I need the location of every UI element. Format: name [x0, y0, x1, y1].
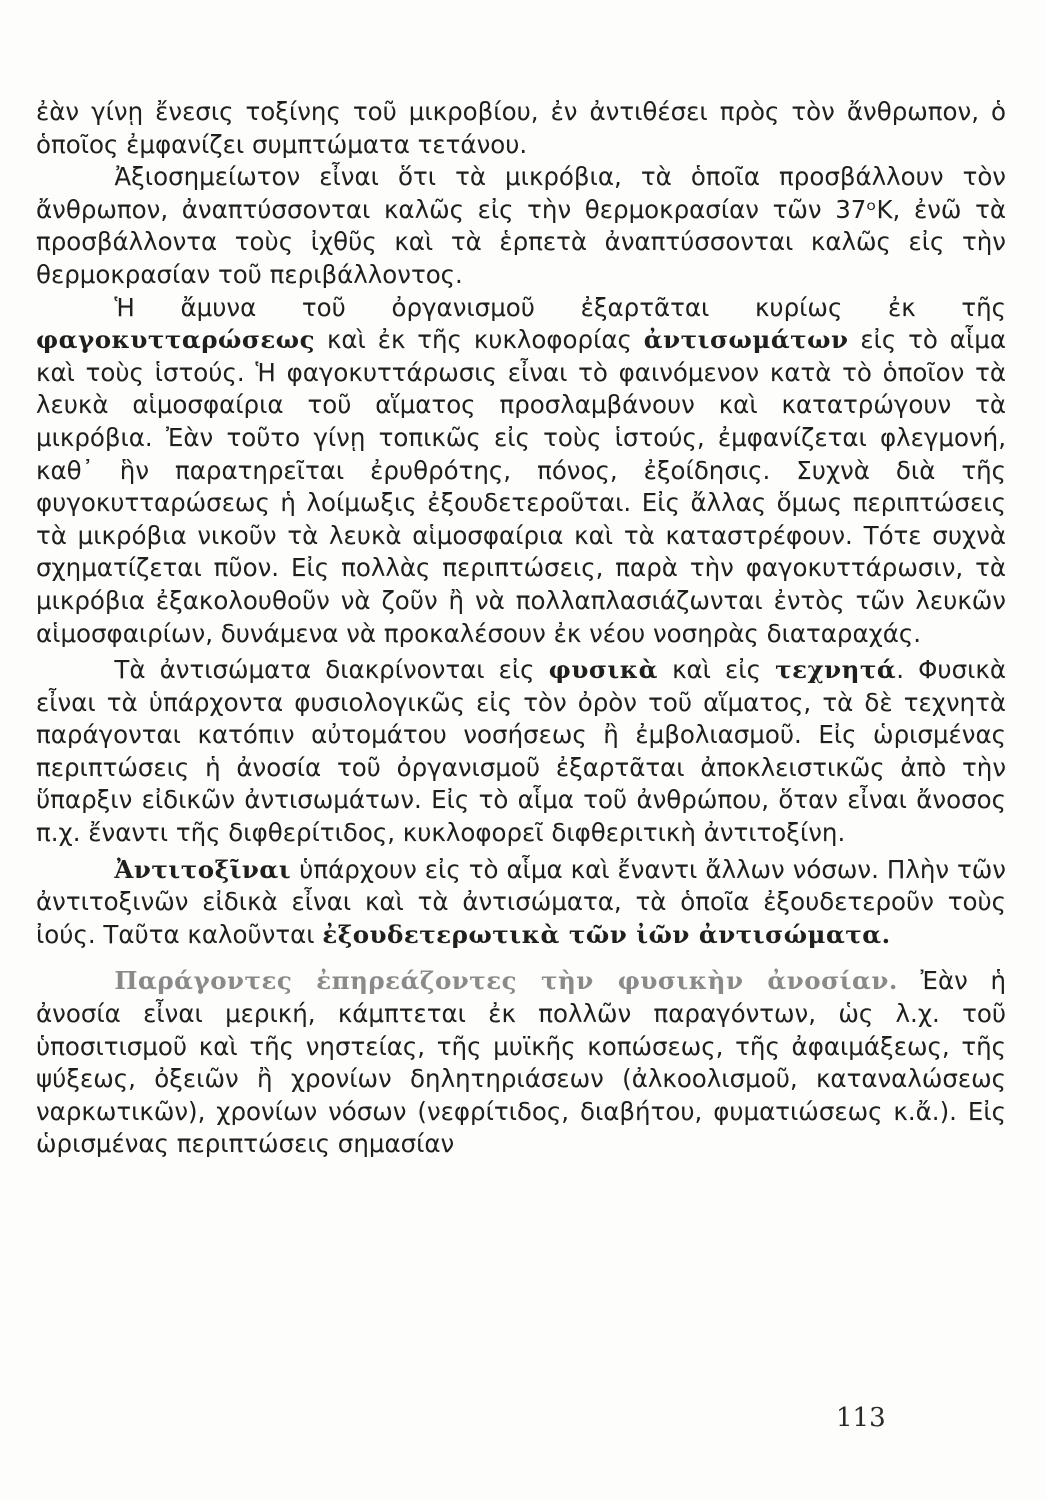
paragraph-6	[36, 965, 1006, 1161]
paragraph-2: Ἀξιοσημείωτον εἶναι ὅτι τὰ μικρόβια, τὰ ὁποῖα προσβάλλουν τὸν ἄνθρωπον, ἀναπτύσσονται καλῶς εἰς τὴν θερμοκρασίαν τῶν 37ᵒΚ, ἐνῶ τὰ προσβάλλοντα τοὺς ἰχθῦς καὶ τὰ ἑρπετὰ ἀναπτύσσονται καλῶς εἰς τὴν θερμοκρασίαν τοῦ περιβάλλοντος.	[36, 162, 1006, 289]
paragraph-3	[36, 292, 1006, 651]
p3-term-antibodies: ἀντισωμάτων	[643, 325, 849, 355]
paragraph-1: ἐὰν γίνῃ ἔνεσις τοξίνης τοῦ μικροβίου, ἐν ἀντιθέσει πρὸς τὸν ἄνθρωπον, ὁ ὁποῖος ἐμφανίζει συμπτώματα τετάνου.	[36, 97, 1006, 159]
p6-heading-factors: Παράγοντες ἐπηρεάζοντες τὴν φυσικὴν ἀνοσίαν.	[114, 966, 898, 996]
p3-text-2: καὶ ἐκ τῆς κυκλοφορίας	[315, 325, 644, 355]
p4-text-2: καὶ εἰς	[657, 655, 776, 685]
p4-text-1: Τὰ ἀντισώματα διακρίνονται εἰς	[114, 655, 549, 685]
p5-term-neutralizing: ἐξουδετερωτικὰ τῶν ἰῶν ἀντισώματα.	[322, 919, 891, 949]
p3-term-phagocytosis: φαγοκυτταρώσεως	[36, 325, 316, 355]
p5-term-antitoxins: Ἀντιτοξῖναι	[114, 854, 292, 884]
p3-text-1: Ἡ ἄμυνα τοῦ ὀργανισμοῦ ἐξαρτᾶται κυρίως ἐκ τῆς	[114, 292, 1006, 322]
p4-term-artificial: τεχνητά	[775, 655, 897, 685]
p4-term-natural: φυσικὰ	[548, 655, 658, 685]
page-number: 113	[836, 1403, 886, 1433]
p3-text-3: εἰς τὸ αἷμα καὶ τοὺς ἱστούς. Ἡ φαγοκυττάρωσις εἶναι τὸ φαινόμενον κατὰ τὸ ὁποῖον τὰ λευκὰ αἱμοσφαίρια τοῦ αἵματος προσλαμβάνουν καὶ κατατρώγουν τὰ μικρόβια. Ἐὰν τοῦτο γίνῃ τοπικῶς εἰς τοὺς ἱστούς, ἐμφανίζεται φλεγμονή, καθ᾽ ἣν παρατηρεῖται ἐρυθρότης, πόνος, ἐξοίδησις. Συχνὰ διὰ τῆς φυγοκυτταρώσεως ἡ λοίμωξις ἐξουδετεροῦται. Εἰς ἄλλας ὅμως περιπτώσεις τὰ μικρόβια νικοῦν τὰ λευκὰ αἱμοσφαίρια καὶ τὰ καταστρέφουν. Τότε συχνὰ σχηματίζεται πῦον. Εἰς πολλὰς περιπτώσεις, παρὰ τὴν φαγοκυττάρωσιν, τὰ μικρόβια ἐξακολουθοῦν νὰ ζοῦν ἢ νὰ πολλαπλασιάζωνται ἐντὸς τῶν λευκῶν αἱμοσφαιρίων, δυνάμενα νὰ προκαλέσουν ἐκ νέου νοσηρὰς διαταραχάς.	[36, 325, 1006, 648]
p6-text-1: Ἐὰν ἡ ἀνοσία εἶναι μερική, κάμπτεται ἐκ πολλῶν παραγόντων, ὡς λ.χ. τοῦ ὑποσιτισμοῦ καὶ τῆς νηστείας, τῆς μυϊκῆς κοπώσεως, τῆς ἀφαιμάξεως, τῆς ψύξεως, ὀξειῶν ἢ χρονίων δηλητηριάσεων (ἀλκοολισμοῦ, καταναλώσεως ναρκωτικῶν), χρονίων νόσων (νεφρίτιδος, διαβήτου, φυματιώσεως κ.ἄ.). Εἰς ὡρισμένας περιπτώσεις σημασίαν	[36, 966, 1006, 1159]
paragraph-4	[36, 654, 1006, 850]
p4-text-3: . Φυσικὰ εἶναι τὰ ὑπάρχοντα φυσιολογικῶς εἰς τὸν ὀρὸν τοῦ αἵματος, τὰ δὲ τεχνητὰ παράγονται κατόπιν αὐτομάτου νοσήσεως ἢ ἐμβολιασμοῦ. Εἰς ὡρισμένας περιπτώσεις ἡ ἀνοσία τοῦ ὀργανισμοῦ ἐξαρτᾶται ἀποκλειστικῶς ἀπὸ τὴν ὕπαρξιν εἰδικῶν ἀντισωμάτων. Εἰς τὸ αἷμα τοῦ ἀνθρώπου, ὅταν εἶναι ἄνοσος π.χ. ἔναντι τῆς διφθερίτιδος, κυκλοφορεῖ διφθεριτικὴ ἀντιτοξίνη.	[36, 655, 1006, 848]
paragraph-5	[36, 854, 1006, 952]
page-body	[36, 96, 1006, 1161]
p5-text-1: ὑπάρχουν εἰς τὸ αἷμα καὶ ἔναντι ἄλλων νόσων. Πλὴν τῶν ἀντιτοξινῶν εἰδικὰ εἶναι καὶ τὰ ἀντισώματα, τὰ ὁποῖα ἐξουδετεροῦν τοὺς ἰούς. Ταῦτα καλοῦνται	[36, 854, 1006, 949]
